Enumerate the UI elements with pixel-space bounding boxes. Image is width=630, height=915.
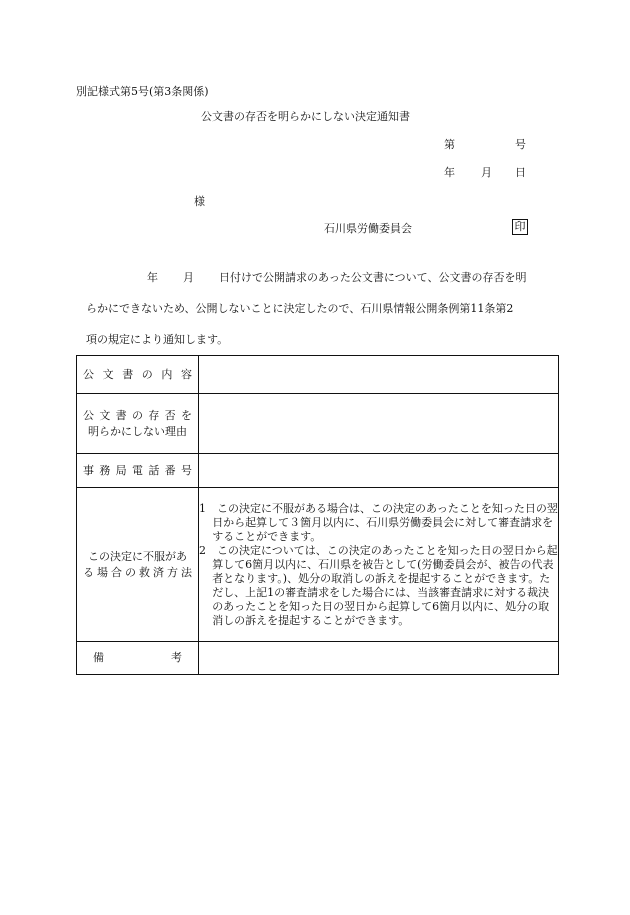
label-char: 方 (167, 565, 178, 579)
label-char: の (141, 367, 153, 381)
label-char: 済 (153, 565, 164, 579)
row-label-line-1: この決定に不服があ (88, 549, 187, 563)
label-char: 番 (164, 463, 176, 477)
label-char: 文 (99, 408, 111, 422)
label-char: 合 (111, 565, 122, 579)
seal-stamp: 印 (512, 219, 528, 235)
label-spread (77, 367, 198, 383)
label-char: 話 (148, 463, 160, 477)
label-spread (77, 650, 198, 666)
body-line-1-text: 日付けで公開請求のあった公文書について、公文書の存否を明 (219, 271, 527, 284)
reason-field[interactable] (199, 394, 559, 454)
label-char: を (180, 408, 192, 422)
remarks-field[interactable] (199, 642, 559, 675)
row-label-reason (77, 394, 199, 454)
label-char: 存 (148, 408, 160, 422)
document-number-label: 第 (444, 138, 455, 151)
label-char: る (83, 565, 94, 579)
label-char: の (131, 408, 143, 422)
label-char: の (125, 565, 136, 579)
label-char: 書 (122, 367, 134, 381)
row-label-line-2: 明らかにしない理由 (88, 424, 187, 438)
addressee-suffix: 様 (194, 195, 205, 208)
row-label-content (77, 356, 199, 394)
label-char: 務 (99, 463, 111, 477)
label-char: 場 (97, 565, 108, 579)
issuer-name: 石川県労働委員会 (324, 222, 412, 235)
label-char: 救 (139, 565, 150, 579)
notice-table (76, 355, 559, 675)
form-reference: 別記様式第5号(第3条関係) (76, 85, 209, 98)
label-char: 考 (171, 651, 182, 664)
table-row (77, 394, 559, 454)
document-number-suffix: 号 (515, 138, 526, 151)
notice-body (86, 272, 554, 365)
body-year: 年 (147, 271, 158, 284)
label-char: 公 (83, 408, 94, 422)
table-row (77, 488, 559, 642)
label-char: 容 (180, 367, 192, 381)
body-line-3: 項の規定により通知します。 (86, 333, 229, 346)
table-row (77, 642, 559, 675)
label-char: 備 (93, 651, 104, 664)
body-month: 月 (183, 271, 194, 284)
label-spread (77, 565, 198, 581)
label-char: 事 (83, 463, 94, 477)
label-spread (77, 408, 198, 424)
row-label-remedy (77, 488, 199, 642)
label-char: 内 (161, 367, 173, 381)
label-char: 号 (180, 463, 192, 477)
date-year-label: 年 (444, 166, 455, 179)
body-line-1 (86, 272, 554, 303)
label-spread (77, 463, 198, 479)
label-char: 公 (83, 367, 94, 381)
remedy-text (199, 488, 559, 642)
table-row (77, 454, 559, 488)
label-char: 電 (131, 463, 143, 477)
date-day-label: 日 (515, 166, 526, 179)
row-label-phone (77, 454, 199, 488)
label-char: 法 (181, 565, 192, 579)
remedy-item-2: 2 この決定については、この決定のあったことを知った日の翌日から起算して6箇月以内に、石川県を被告として(労働委員会が、被告の代表者となります。)、処分の取消しの訴えを提起することができます。ただし、上記1の審査請求をした場合には、当該審査請求に対する裁決のあったことを知った日の翌日から起算して6箇月以内に、処分の取消しの訴えを提起することができます。 (199, 543, 558, 627)
label-char: 書 (115, 408, 127, 422)
body-line-2: らかにできないため、公開しないことに決定したので、石川県情報公開条例第11条第2 (86, 302, 514, 315)
row-label-remarks (77, 642, 199, 675)
content-field[interactable] (199, 356, 559, 394)
remedy-item-1: 1 この決定に不服がある場合は、この決定のあったことを知った日の翌日から起算して３箇月以内に、石川県労働委員会に対して審査請求をすることができます。 (199, 501, 558, 543)
label-char: 局 (115, 463, 127, 477)
phone-field[interactable] (199, 454, 559, 488)
document-title: 公文書の存否を明らかにしない決定通知書 (201, 110, 410, 123)
label-char: 文 (102, 367, 114, 381)
date-month-label: 月 (481, 166, 492, 179)
table-row (77, 356, 559, 394)
label-char: 否 (164, 408, 176, 422)
